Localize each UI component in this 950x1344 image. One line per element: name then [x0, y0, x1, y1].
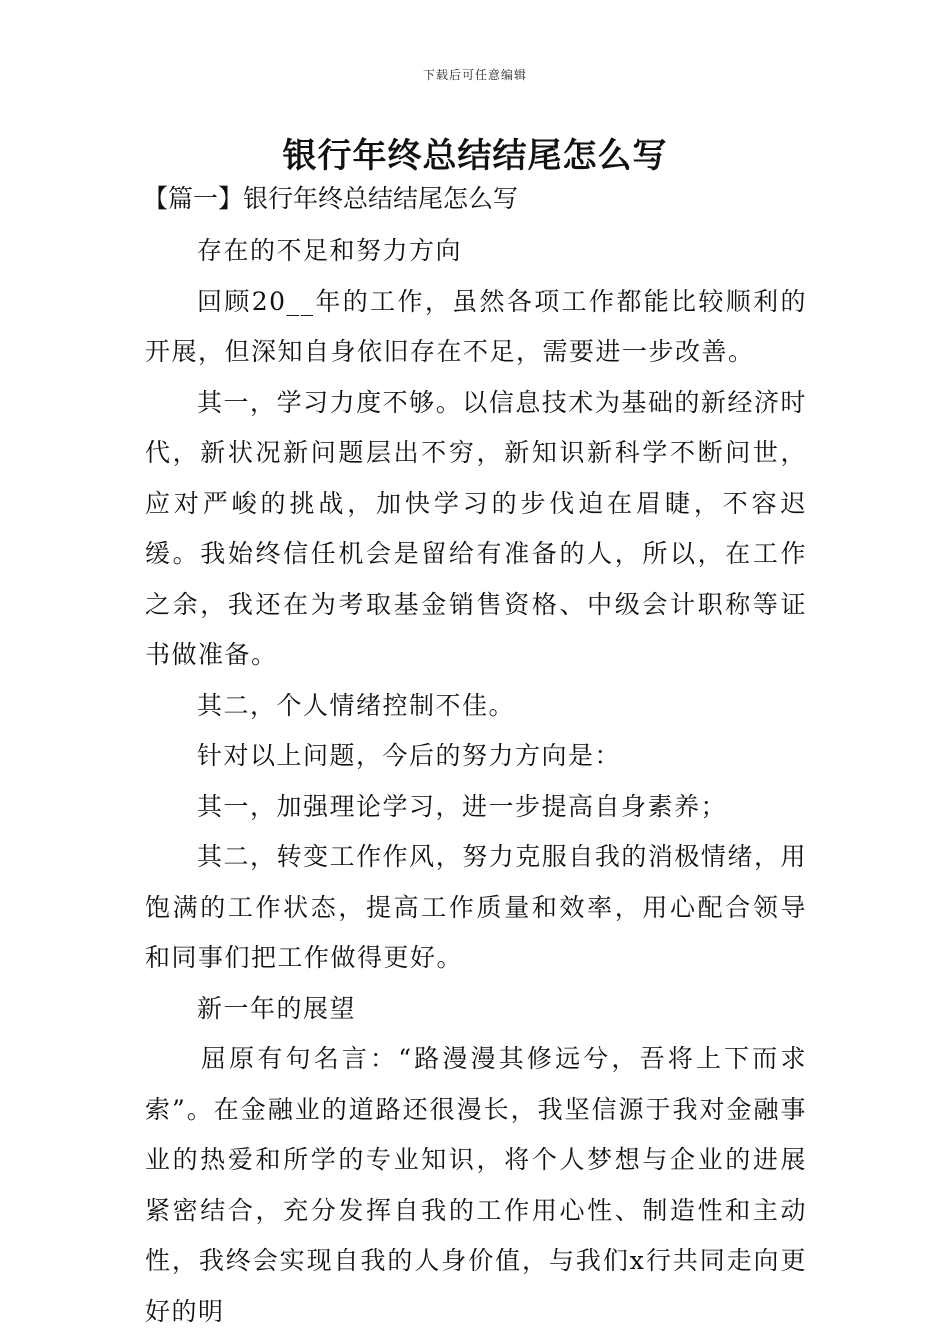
paragraph-shortcomings-heading: 存在的不足和努力方向 [197, 236, 463, 265]
paragraph-outlook: 屈原有句名言：“路漫漫其修远兮，吾将上下而求索”。在金融业的道路还很漫长，我坚信源于我对金融事业的热爱和所学的专业知识，将个人梦想与企业的进展紧密结合，充分发挥自我的工作用心性、制造性和主动性，我终会实现自我的人身价值，与我们x行共同走向更好的明 [145, 1044, 807, 1326]
paragraph-direction-intro: 针对以上问题，今后的努力方向是： [197, 741, 622, 770]
header-note: 下载后可任意编辑 [422, 68, 527, 82]
paragraph-point-two: 其二，个人情绪控制不佳。 [197, 690, 516, 720]
section-heading: 【篇一】银行年终总结结尾怎么写 [143, 184, 519, 213]
paragraph-direction-two: 其二，转变工作作风，努力克服自我的消极情绪，用饱满的工作状态，提高工作质量和效率，用心配合领导和同事们把工作做得更好。 [145, 842, 807, 972]
document-title: 银行年终总结结尾怎么写 [282, 136, 668, 176]
document-body [145, 226, 807, 1337]
paragraph-review: 回顾20__年的工作，虽然各项工作都能比较顺利的开展，但深知自身依旧存在不足，需要进一步改善。 [145, 286, 807, 366]
paragraph-outlook-heading: 新一年的展望 [197, 993, 357, 1023]
paragraph-point-one: 其一，学习力度不够。以信息技术为基础的新经济时代，新状况新问题层出不穷，新知识新科学不断问世，应对严峻的挑战，加快学习的步伐迫在眉睫，不容迟缓。我始终信任机会是留给有准备的人，所以，在工作之余，我还在为考取基金销售资格、中级会计职称等证书做准备。 [145, 387, 807, 669]
paragraph-direction-one: 其一，加强理论学习，进一步提高自身素养； [197, 791, 728, 821]
